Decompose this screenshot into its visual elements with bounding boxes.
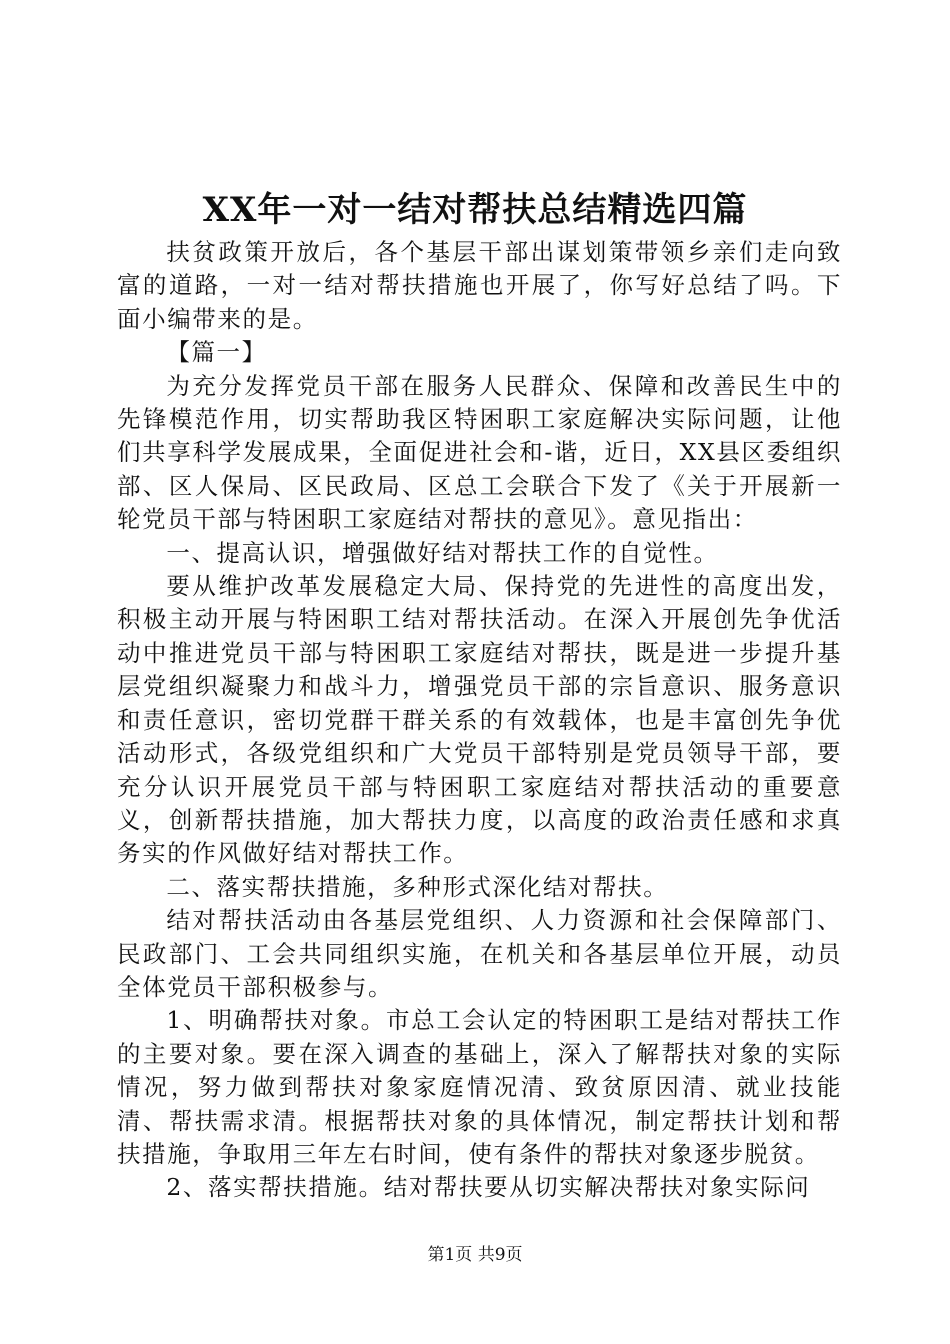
- document-body: [117, 236, 842, 1205]
- heading-point-one: 一、提高认识，增强做好结对帮扶工作的自觉性。: [166, 538, 719, 567]
- paragraph-point-two: 结对帮扶活动由各基层党组织、人力资源和社会保障部门、民政部门、工会共同组织实施，在机关和各基层单位开展，动员全体党员干部积极参与。: [117, 906, 842, 1001]
- heading-point-two: 二、落实帮扶措施，多种形式深化结对帮扶。: [166, 872, 669, 901]
- paragraph-point-one: 要从维护改革发展稳定大局、保持党的先进性的高度出发，积极主动开展与特困职工结对帮扶活动。在深入开展创先争优活动中推进党员干部与特困职工家庭结对帮扶，既是进一步提升基层党组织凝聚力和战斗力，增强党员干部的宗旨意识、服务意识和责任意识，密切党群干群关系的有效载体，也是丰富创先争优活动形式，各级党组织和广大党员干部特别是党员领导干部，要充分认识开展党员干部与特困职工家庭结对帮扶活动的重要意义，创新帮扶措施，加大帮扶力度，以高度的政治责任感和求真务实的作风做好结对帮扶工作。: [117, 572, 842, 868]
- page-number-footer: 第1页 共9页: [427, 1245, 523, 1265]
- paragraph-item-one: 1、明确帮扶对象。市总工会认定的特困职工是结对帮扶工作的主要对象。要在深入调查的基础上，深入了解帮扶对象的实际情况，努力做到帮扶对象家庭情况清、致贫原因清、就业技能清、帮扶需求清。根据帮扶对象的具体情况，制定帮扶计划和帮扶措施，争取用三年左右时间，使有条件的帮扶对象逐步脱贫。: [117, 1006, 842, 1168]
- paragraph-item-two: 2、落实帮扶措施。结对帮扶要从切实解决帮扶对象实际问: [166, 1173, 811, 1202]
- paragraph-background: 为充分发挥党员干部在服务人民群众、保障和改善民生中的先锋模范作用，切实帮助我区特困职工家庭解决实际问题，让他们共享科学发展成果，全面促进社会和-谐，近日，XX县区委组织部、区人保局、区民政局、区总工会联合下发了《关于开展新一轮党员干部与特困职工家庭结对帮扶的意见》。意见指出：: [117, 371, 842, 534]
- section-heading-part-one: 【篇一】: [166, 338, 267, 367]
- paragraph-intro: 扶贫政策开放后，各个基层干部出谋划策带领乡亲们走向致富的道路，一对一结对帮扶措施也开展了，你写好总结了吗。下面小编带来的是。: [117, 238, 842, 333]
- document-title: XX年一对一结对帮扶总结精选四篇: [202, 190, 748, 230]
